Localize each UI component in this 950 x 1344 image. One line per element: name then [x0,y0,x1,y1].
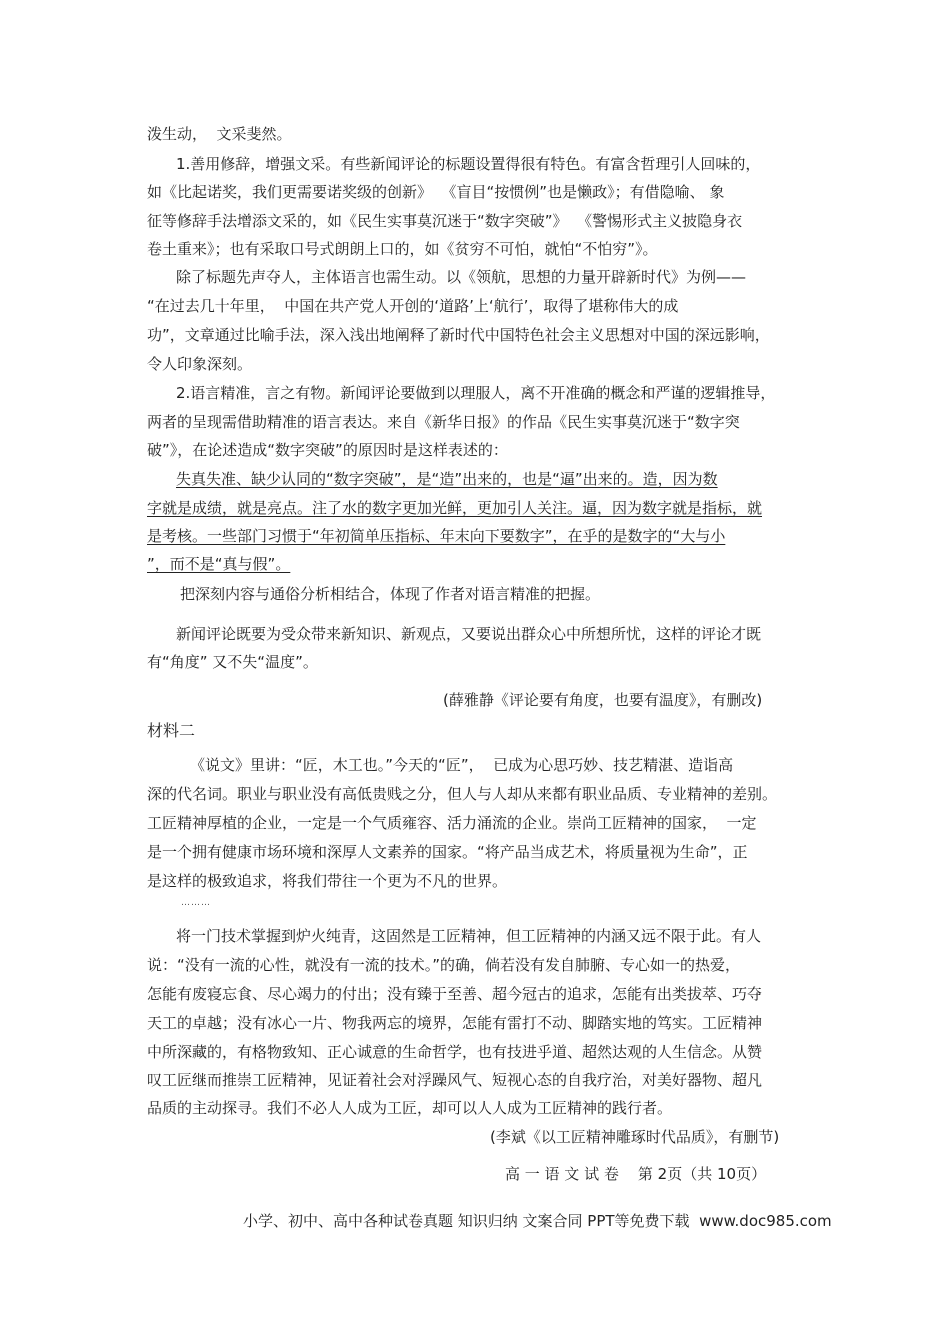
body-line: 1.善用修辞，增强文采。有些新闻评论的标题设置得很有特色。有富含哲理引人回味的， [176,155,761,173]
body-line: 令人印象深刻。 [147,355,253,373]
conclusion-line: 有“角度” 又不失“温度”。 [147,653,318,671]
quote-line: ”，而不是“真与假”。 [147,555,291,573]
conclusion-line: 新闻评论既要为受众带来新知识、新观点，又要说出群众心中所想所忧，这样的评论才既 [176,625,762,643]
download-ad-footer: 小学、初中、高中各种试卷真题 知识归纳 文案合同 PPT等免费下载 www.doc985.com [243,1212,832,1230]
body-line: 卷土重来》；也有采取口号式朗朗上口的，如《贫穷不可怕，就怕“不怕穷”》。 [147,240,658,258]
ellipsis-marker: ……… [181,898,211,908]
body-line: 两者的呈现需借助精准的语言表达。来自《新华日报》的作品《民生实事莫沉迷于“数字突 [147,413,740,431]
body-line: 除了标题先声夺人，主体语言也需生动。以《领航，思想的力量开辟新时代》为例—— [176,268,747,286]
body-line: 将一门技术掌握到炉火纯青，这固然是工匠精神，但工匠精神的内涵又远不限于此。有人 [176,927,762,945]
section-heading: 材料二 [147,721,196,740]
body-line: 功”，文章通过比喻手法，深入浅出地阐释了新时代中国特色社会主义思想对中国的深远影响， [147,326,770,344]
body-line: 破”》，在论述造成“数字突破”的原因时是这样表述的： [147,441,508,459]
quote-line: 是考核。一些部门习惯于“年初简单压指标、年末向下要数字”，在乎的是数字的“大与小 [147,527,726,545]
body-line: 是这样的极致追求，将我们带往一个更为不凡的世界。 [147,872,508,890]
body-line: 怎能有废寝忘食、尽心竭力的付出；没有臻于至善、超今冠古的追求，怎能有出类拔萃、巧夺 [147,985,763,1003]
body-line: 工匠精神厚植的企业，一定是一个气质雍容、活力涌流的企业。崇尚工匠精神的国家， 一定 [147,814,757,832]
body-line: 说：“没有一流的心性，就没有一流的技术。”的确，倘若没有发自肺腑、专心如一的热爱， [147,956,741,974]
body-line: 中所深藏的，有格物致知、正心诚意的生命哲学，也有技进乎道、超然达观的人生信念。从赞 [147,1043,763,1061]
body-line: 如《比起诺奖，我们更需要诺奖级的创新》 《盲目“按惯例”也是懒政》；有借隐喻、 象 [147,183,725,201]
source-citation: (李斌《以工匠精神雕琢时代品质》，有删节) [490,1128,780,1146]
quote-line: 失真失准、缺少认同的“数字突破”，是“造”出来的，也是“逼”出来的。造，因为数 [176,470,718,488]
source-citation: (薛雅静《评论要有角度，也要有温度》，有删改) [443,691,763,709]
body-line: 天工的卓越；没有冰心一片、物我两忘的境界，怎能有雷打不动、脚踏实地的笃实。工匠精神 [147,1014,763,1032]
body-line: 泼生动， 文采斐然。 [147,125,292,143]
body-line: 征等修辞手法增添文采的，如《民生实事莫沉迷于“数字突破”》 《警惕形式主义披隐身衣 [147,212,743,230]
body-line: 品质的主动探寻。我们不必人人成为工匠，却可以人人成为工匠精神的践行者。 [147,1099,673,1117]
body-line: 把深刻内容与通俗分析相结合，体现了作者对语言精准的把握。 [180,585,601,603]
body-line: “在过去几十年里， 中国在共产党人开创的‘道路’上‘航行’，取得了堪称伟大的成 [147,297,679,315]
page-number-footer: 高 一 语 文 试 卷 第 2页（共 10页） [505,1165,767,1183]
body-line: 《说文》里讲：“匠，木工也。”今天的“匠”， 已成为心思巧妙、技艺精湛、造诣高 [190,756,734,774]
body-line: 2.语言精准，言之有物。新闻评论要做到以理服人，离不开准确的概念和严谨的逻辑推导， [176,384,776,402]
quote-line: 字就是成绩，就是亮点。注了水的数字更加光鲜，更加引人关注。逼，因为数字就是指标，就 [147,499,763,517]
body-line: 是一个拥有健康市场环境和深厚人文素养的国家。“将产品当成艺术，将质量视为生命”，正 [147,843,748,861]
body-line: 叹工匠继而推崇工匠精神，见证着社会对浮躁风气、短视心态的自我疗治，对美好器物、超凡 [147,1071,763,1089]
body-line: 深的代名词。职业与职业没有高低贵贱之分，但人与人却从来都有职业品质、专业精神的差别。 [147,785,778,803]
